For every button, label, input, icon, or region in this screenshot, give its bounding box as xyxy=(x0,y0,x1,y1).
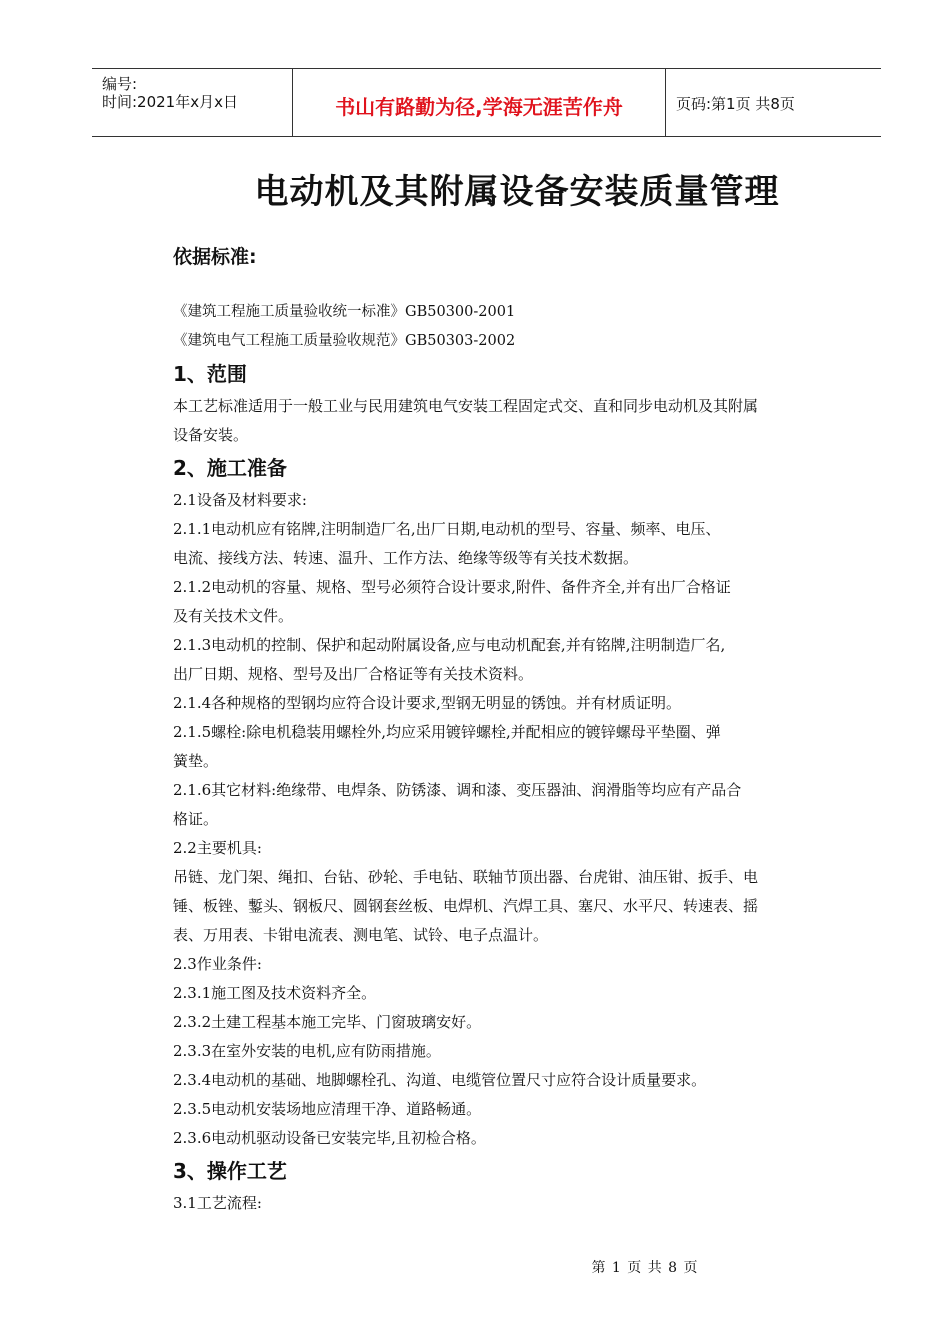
standard-item: 《建筑电气工程施工质量验收规范》GB50303-2002 xyxy=(173,333,516,349)
paragraph-line: 2.1.2电动机的容量、规格、型号必须符合设计要求,附件、备件齐全,并有出厂合格证 xyxy=(173,578,731,596)
paragraph-line: 出厂日期、规格、型号及出厂合格证等有关技术资料。 xyxy=(173,665,534,683)
paragraph-line: 2.2主要机具: xyxy=(173,839,262,857)
document-number-label: 编号: xyxy=(102,75,138,93)
basis-heading: 依据标准: xyxy=(173,246,257,268)
header-meta-cell xyxy=(92,69,293,136)
paragraph-line: 本工艺标准适用于一般工业与民用建筑电气安装工程固定式交、直和同步电动机及其附属 xyxy=(173,397,759,415)
paragraph-line: 2.3.3在室外安装的电机,应有防雨措施。 xyxy=(173,1042,441,1060)
paragraph-line: 2.3.6电动机驱动设备已安装完毕,且初检合格。 xyxy=(173,1129,486,1147)
paragraph-line: 表、万用表、卡钳电流表、测电笔、试铃、电子点温计。 xyxy=(173,926,549,944)
paragraph-line: 2.3.2土建工程基本施工完毕、门窗玻璃安好。 xyxy=(173,1013,482,1031)
document-title: 电动机及其附属设备安装质量管理 xyxy=(254,172,780,212)
paragraph-line: 簧垫。 xyxy=(173,752,219,770)
paragraph-line: 2.3作业条件: xyxy=(173,955,262,973)
section-heading-process: 3、操作工艺 xyxy=(173,1159,287,1183)
header-motto-cell xyxy=(293,69,666,136)
header-page-cell xyxy=(666,69,881,136)
paragraph-line: 锤、板锉、鏨头、钢板尺、圆钢套丝板、电焊机、汽焊工具、塞尺、水平尺、转速表、摇 xyxy=(173,897,759,915)
page-header xyxy=(92,68,881,137)
paragraph-line: 2.3.1施工图及技术资料齐全。 xyxy=(173,984,377,1002)
section-heading-scope: 1、范围 xyxy=(173,362,247,386)
paragraph-line: 设备安装。 xyxy=(173,426,249,444)
paragraph-line: 2.1.1电动机应有铭牌,注明制造厂名,出厂日期,电动机的型号、容量、频率、电压、 xyxy=(173,520,721,538)
page-footer: 第 1 页 共 8 页 xyxy=(591,1260,699,1276)
paragraph-line: 电流、接线方法、转速、温升、工作方法、绝缘等级等有关技术数据。 xyxy=(173,549,639,567)
paragraph-line: 2.3.5电动机安装场地应清理干净、道路畅通。 xyxy=(173,1100,482,1118)
document-time-label: 时间:2021年x月x日 xyxy=(102,93,238,111)
paragraph-line: 2.1.5螺栓:除电机稳装用螺栓外,均应采用镀锌螺栓,并配相应的镀锌螺母平垫圈、弹 xyxy=(173,723,721,741)
paragraph-line: 吊链、龙门架、绳扣、台钻、砂轮、手电钻、联轴节顶出器、台虎钳、油压钳、扳手、电 xyxy=(173,868,759,886)
header-page-label: 页码:第1页 共8页 xyxy=(676,95,795,113)
standard-item: 《建筑工程施工质量验收统一标准》GB50300-2001 xyxy=(173,304,516,320)
paragraph-line: 格证。 xyxy=(173,810,219,828)
paragraph-line: 2.1.6其它材料:绝缘带、电焊条、防锈漆、调和漆、变压器油、润滑脂等均应有产品合 xyxy=(173,781,742,799)
paragraph-line: 2.3.4电动机的基础、地脚螺栓孔、沟道、电缆管位置尺寸应符合设计质量要求。 xyxy=(173,1071,707,1089)
document-body xyxy=(173,242,853,1218)
paragraph-line: 3.1工艺流程: xyxy=(173,1194,262,1212)
header-motto: 书山有路勤为径,学海无涯苦作舟 xyxy=(335,95,623,119)
section-heading-preparation: 2、施工准备 xyxy=(173,456,287,480)
paragraph-line: 2.1设备及材料要求: xyxy=(173,491,307,509)
paragraph-line: 2.1.3电动机的控制、保护和起动附属设备,应与电动机配套,并有铭牌,注明制造厂名, xyxy=(173,636,726,654)
paragraph-line: 2.1.4各种规格的型钢均应符合设计要求,型钢无明显的锈蚀。并有材质证明。 xyxy=(173,694,681,712)
paragraph-line: 及有关技术文件。 xyxy=(173,607,294,625)
